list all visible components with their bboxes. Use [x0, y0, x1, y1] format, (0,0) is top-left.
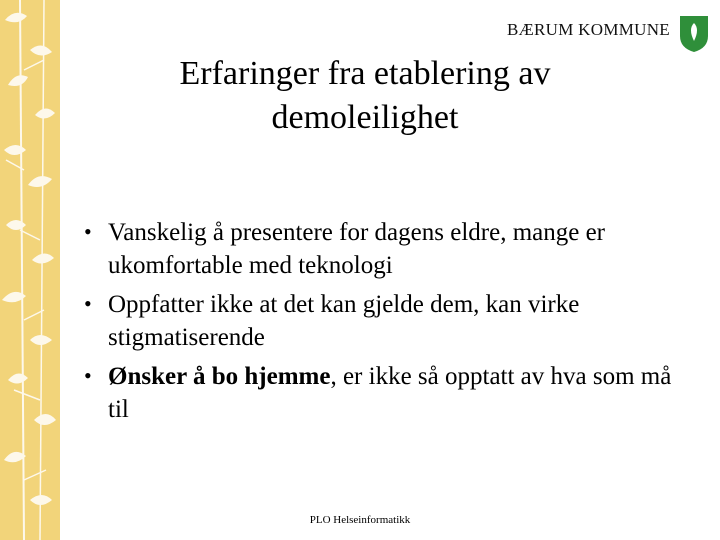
slide-footer: PLO Helseinformatikk — [309, 514, 411, 526]
bullet-dot-icon: • — [84, 363, 92, 388]
slide-title: Erfaringer fra etablering av demoleilighet — [179, 55, 551, 136]
bullet-item — [78, 216, 698, 282]
bullet-text: Vanskelig å presentere for dagens eldre, mange er ukomfortable med teknologi — [108, 219, 605, 279]
header-branding — [507, 14, 710, 54]
leaf-pattern-icon — [0, 0, 60, 540]
bullet-dot-icon: • — [84, 219, 92, 244]
municipality-name: BÆRUM KOMMUNE — [506, 20, 670, 39]
municipal-crest-icon — [678, 14, 710, 54]
bullet-list — [78, 216, 698, 432]
bullet-item — [78, 360, 698, 426]
bullet-text: Oppfatter ikke at det kan gjelde dem, kan virke stigmatiserende — [108, 291, 580, 351]
bullet-emphasis: Ønsker å bo hjemme — [108, 363, 331, 390]
bullet-text: , er ikke så opptatt av hva som må til — [108, 363, 672, 423]
bullet-dot-icon: • — [84, 291, 92, 316]
decorative-leaf-strip — [0, 0, 60, 540]
bullet-item — [78, 288, 698, 354]
